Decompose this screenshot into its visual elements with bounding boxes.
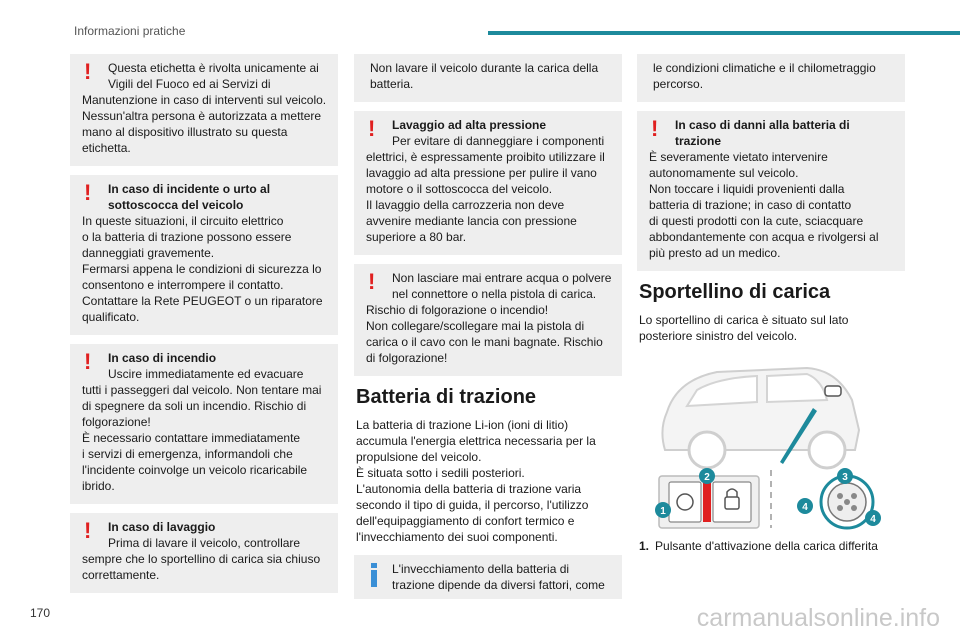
line: autonomamente sul veicolo.: [649, 166, 799, 180]
warning-box-water: [354, 264, 622, 376]
line: Contattare la Rete PEUGEOT o un riparatore: [82, 294, 323, 308]
line: Questa etichetta è rivolta unicamente ai: [108, 61, 319, 75]
line: Prima di lavare il veicolo, controllare: [108, 536, 301, 550]
box-title: Lavaggio ad alta pressione: [392, 118, 547, 132]
line: motore o il sottoscocca del veicolo.: [366, 182, 553, 196]
line: Fermarsi appena le condizioni di sicurezza lo: [82, 262, 322, 276]
line: propulsione del veicolo.: [356, 450, 482, 464]
charging-flap-paragraph: [637, 312, 905, 344]
watermark: carmanualsonline.info: [696, 604, 940, 632]
line: Manutenzione in caso di interventi sul veicolo.: [82, 93, 327, 107]
line: di folgorazione!: [366, 351, 448, 365]
box-title: In caso di danni alla batteria di: [675, 118, 850, 132]
line: dell'equipaggiamento di confort termico e: [356, 514, 575, 528]
line: posteriore sinistro del veicolo.: [639, 329, 798, 343]
svg-text:1: 1: [660, 506, 666, 517]
line: di questi prodotti con la cute, sciacquare: [649, 214, 864, 228]
line: tutti i passeggeri dal veicolo. Non tentare mai: [82, 383, 322, 397]
line: Non lavare il veicolo durante la carica della: [370, 61, 599, 75]
box-title: In caso di incendio: [108, 351, 217, 365]
column-2: [354, 54, 622, 608]
line: o la batteria di trazione possono essere: [82, 230, 292, 244]
line: Non lasciare mai entrare acqua o polvere: [392, 271, 612, 285]
line: le condizioni climatiche e il chilometraggio: [653, 61, 876, 75]
line: trazione dipende da diversi fattori, come: [392, 578, 605, 592]
line: superiore a 80 bar.: [366, 230, 467, 244]
warning-icon: !: [651, 116, 659, 141]
warning-icon: !: [84, 59, 92, 84]
warning-icon: !: [84, 518, 92, 543]
line: Per evitare di danneggiare i componenti: [392, 134, 605, 148]
box-title: In caso di lavaggio: [108, 520, 216, 534]
list-text: Pulsante d'attivazione della carica differita: [655, 539, 878, 553]
line: l'invecchiamento dei suoi componenti.: [356, 530, 558, 544]
line: i servizi di emergenza, informandoli che: [82, 447, 293, 461]
line: Uscire immediatamente ed evacuare: [108, 367, 304, 381]
line: La batteria di trazione Li-ion (ioni di litio): [356, 418, 569, 432]
car-rear-illustration: [637, 350, 905, 530]
box-title: In caso di incidente o urto al: [108, 182, 271, 196]
line: Il lavaggio della carrozzeria non deve: [366, 198, 565, 212]
line: percorso.: [653, 77, 704, 91]
line: L'autonomia della batteria di trazione varia: [356, 482, 582, 496]
line: secondo il tipo di guida, il percorso, l'utilizzo: [356, 498, 589, 512]
info-icon: [370, 563, 378, 587]
line: abbondantemente con acqua e rivolgersi al: [649, 230, 879, 244]
warning-box-fire: [70, 344, 338, 504]
column-3: [637, 54, 905, 554]
line: Vigili del Fuoco ed ai Servizi di: [108, 77, 271, 91]
callout-1: [655, 502, 671, 518]
line: È severamente vietato intervenire: [649, 150, 828, 164]
line: È necessario contattare immediatamente: [82, 431, 301, 445]
warning-box-battery-damage: [637, 111, 905, 271]
line: qualificato.: [82, 310, 140, 324]
charging-flap-illustration: [637, 350, 905, 530]
battery-paragraph: [354, 417, 622, 545]
line: lavaggio ad alta pressione per pulire il vano: [366, 166, 597, 180]
warning-icon: !: [368, 269, 376, 294]
list-number: 1.: [639, 539, 650, 553]
warning-icon: !: [84, 180, 92, 205]
line: Nessun'altra persona è autorizzata a mettere: [82, 109, 322, 123]
line: È situata sotto i sedili posteriori.: [356, 466, 525, 480]
line: elettrici, è espressamente proibito utilizzare il: [366, 150, 605, 164]
line: mano al dispositivo illustrato su questa: [82, 125, 288, 139]
line: batteria.: [370, 77, 414, 91]
line: Non collegare/scollegare mai la pistola di: [366, 319, 585, 333]
section-title-battery: Batteria di trazione: [356, 386, 537, 408]
column-1: [70, 54, 338, 602]
line: sempre che lo sportellino di carica sia chiuso: [82, 552, 321, 566]
line: consentono e interrompere il contatto.: [82, 278, 284, 292]
warning-box-accident: [70, 175, 338, 335]
box-title: trazione: [675, 134, 722, 148]
svg-text:4: 4: [870, 514, 876, 525]
line: Rischio di folgorazione o incendio!: [366, 303, 549, 317]
list-item: [637, 538, 905, 554]
line: batteria di trazione; in caso di contatto: [649, 198, 852, 212]
warning-box-fire-services: [70, 54, 338, 166]
line: danneggiati gravemente.: [82, 246, 215, 260]
callout-4-right: [865, 510, 881, 526]
box-title: sottoscocca del veicolo: [108, 198, 244, 212]
info-box-aging: [354, 555, 622, 599]
line: di spegnere da soli un incendio. Rischio di: [82, 399, 307, 413]
warning-icon: !: [368, 116, 376, 141]
line: L'invecchiamento della batteria di: [392, 562, 570, 576]
svg-text:2: 2: [704, 472, 710, 483]
line: avvenire mediante lancia con pressione: [366, 214, 577, 228]
svg-text:3: 3: [842, 472, 848, 483]
line: Lo sportellino di carica è situato sul lato: [639, 313, 849, 327]
line: carica o il cavo con le mani bagnate. Rischio: [366, 335, 603, 349]
line: ibrido.: [82, 479, 115, 493]
info-box-continued: [637, 54, 905, 102]
line: più presto ad un medico.: [649, 246, 781, 260]
warning-icon: !: [84, 349, 92, 374]
line: accumula l'energia elettrica necessaria per la: [356, 434, 596, 448]
line: folgorazione!: [82, 415, 151, 429]
callout-4-left: [797, 498, 813, 514]
callout-3: [837, 468, 853, 484]
callout-2: [699, 468, 715, 484]
page-number: 170: [30, 606, 51, 620]
line: nel connettore o nella pistola di carica.: [392, 287, 597, 301]
line: Non toccare i liquidi provenienti dalla: [649, 182, 845, 196]
line: l'incidente coinvolge un veicolo ricaricabile: [82, 463, 308, 477]
line: In queste situazioni, il circuito elettrico: [82, 214, 284, 228]
header-accent-bar: [488, 31, 960, 35]
section-title-charging-flap: Sportellino di carica: [639, 281, 831, 303]
svg-text:4: 4: [802, 502, 808, 513]
line: etichetta.: [82, 141, 131, 155]
running-header: Informazioni pratiche: [74, 24, 186, 38]
warning-box-high-pressure: [354, 111, 622, 255]
note-box-no-washing: [354, 54, 622, 102]
warning-box-washing: [70, 513, 338, 593]
line: correttamente.: [82, 568, 160, 582]
